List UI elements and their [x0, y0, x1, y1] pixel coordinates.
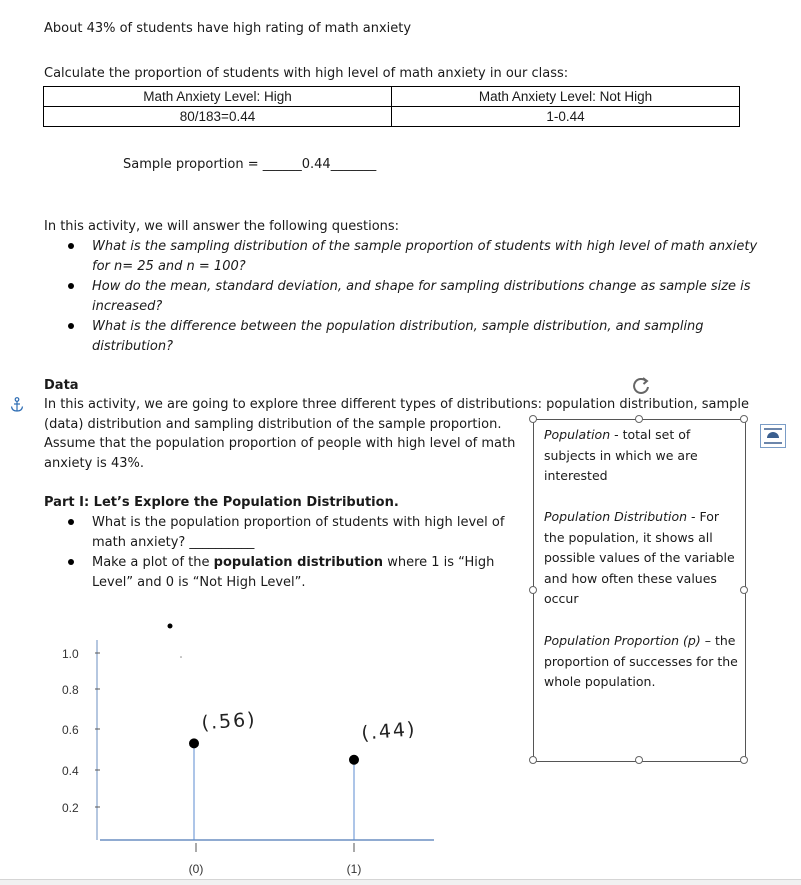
intro-text: About 43% of students have high rating of math anxiety — [44, 21, 412, 36]
resize-handle-bottom-left[interactable] — [529, 756, 537, 764]
table-header-high: Math Anxiety Level: High — [44, 87, 392, 107]
question-3-line-1: What is the difference between the population distribution, sample distribution, and sampling — [92, 319, 704, 334]
def2-rest-2: the population, it shows all — [544, 529, 713, 545]
population-distribution-plot — [0, 600, 520, 880]
def3-rest-3: whole population. — [544, 674, 656, 689]
part1-bullet2-line1 — [92, 553, 494, 573]
resize-handle-top-right[interactable] — [740, 415, 748, 423]
data-heading: Data — [44, 378, 79, 393]
question-2-line-2: increased? — [92, 299, 163, 314]
y-tick-label: 0.2 — [62, 801, 79, 815]
definition-population — [544, 425, 739, 487]
data-para-line-1: In this activity, we are going to explore three different types of distributions: population distribution, sample — [44, 397, 750, 412]
sample-proportion-label: Sample proportion = — [123, 157, 263, 172]
bullet-icon — [68, 519, 74, 525]
definition-population-distribution — [544, 507, 739, 610]
y-tick-label: 0.4 — [62, 764, 79, 778]
y-tick-label: 0.6 — [62, 723, 79, 737]
sample-proportion-line — [123, 155, 376, 175]
rotate-handle-icon[interactable] — [630, 375, 652, 397]
table-value-not-high: 1-0.44 — [392, 107, 740, 127]
def1-rest-1: - total set of — [610, 427, 691, 442]
blank-left: ______ — [262, 157, 302, 172]
proportion-table — [43, 86, 740, 127]
def2-rest-5: occur — [544, 591, 579, 606]
def2-rest-1: - For — [687, 509, 720, 524]
resize-handle-middle-left[interactable] — [529, 586, 537, 594]
data-para-line-2: (data) distribution and sampling distribution of the sample proportion. — [44, 417, 502, 432]
bottom-status-strip — [0, 879, 801, 885]
definition-population-proportion — [544, 631, 739, 693]
def2-rest-4: and how often these values — [544, 570, 717, 586]
def1-rest-3: interested — [544, 468, 608, 483]
data-annotation: (.44) — [360, 718, 418, 745]
def2-rest-3: possible values of the variable — [544, 550, 735, 565]
bullet-icon — [68, 283, 74, 289]
data-point — [189, 738, 199, 748]
stray-dot — [168, 624, 173, 629]
table-value-high: 80/183=0.44 — [44, 107, 392, 127]
bullet2-bold: population distribution — [213, 555, 384, 570]
table-header-not-high: Math Anxiety Level: Not High — [392, 87, 740, 107]
def3-rest-2: proportion of successes for the — [544, 653, 738, 669]
def3-rest-1: – the — [700, 633, 736, 648]
anchor-icon[interactable] — [10, 397, 24, 413]
y-tick-label: 0.8 — [62, 683, 79, 697]
blank-right: _______ — [330, 157, 377, 172]
def1-rest-2: subjects in which we are — [544, 447, 698, 463]
question-1-line-1: What is the sampling distribution of the sample proportion of students with high level of math anxiety — [92, 239, 758, 254]
part1-bullet1-line1: What is the population proportion of students with high level of — [92, 515, 505, 530]
resize-handle-middle-right[interactable] — [740, 586, 748, 594]
stray-dot — [180, 656, 182, 658]
activity-intro: In this activity, we will answer the following questions: — [44, 219, 400, 234]
resize-handle-bottom-right[interactable] — [740, 756, 748, 764]
bullet-icon — [68, 559, 74, 565]
question-3-line-2: distribution? — [92, 339, 173, 354]
y-tick-label: 1.0 — [62, 647, 79, 661]
bullet2-pre: Make a plot of the — [92, 555, 214, 570]
resize-handle-top-center[interactable] — [635, 415, 643, 423]
def3-term: Population Proportion (p) — [544, 633, 701, 648]
question-1-line-2: for n= 25 and n = 100? — [92, 259, 246, 274]
calc-prompt: Calculate the proportion of students with high level of math anxiety in our class: — [44, 66, 569, 81]
resize-handle-top-left[interactable] — [529, 415, 537, 423]
data-para-line-4: anxiety is 43%. — [44, 456, 144, 471]
table-row — [44, 107, 740, 127]
data-para-line-3: Assume that the population proportion of people with high level of math — [44, 436, 516, 451]
part1-bullet1-line2: math anxiety? __________ — [92, 535, 255, 550]
def2-term: Population Distribution — [544, 509, 688, 524]
bullet2-post: where 1 is “High — [383, 555, 495, 570]
layout-options-icon[interactable] — [760, 424, 786, 448]
bullet-icon — [68, 323, 74, 329]
sample-proportion-value: 0.44 — [301, 157, 331, 172]
data-annotation: (.56) — [200, 708, 258, 735]
part1-bullet2-line2: Level” and 0 is “Not High Level”. — [92, 575, 306, 590]
def1-term: Population — [544, 427, 611, 442]
bullet-icon — [68, 243, 74, 249]
resize-handle-bottom-center[interactable] — [635, 756, 643, 764]
chart-layer — [62, 624, 434, 877]
x-tick-label: (0) — [188, 862, 204, 876]
question-2-line-1: How do the mean, standard deviation, and shape for sampling distributions change as sample size is — [92, 279, 751, 294]
part1-heading: Part I: Let’s Explore the Population Distribution. — [44, 495, 399, 510]
table-row — [44, 87, 740, 107]
data-point — [349, 755, 359, 765]
x-tick-label: (1) — [346, 862, 362, 876]
